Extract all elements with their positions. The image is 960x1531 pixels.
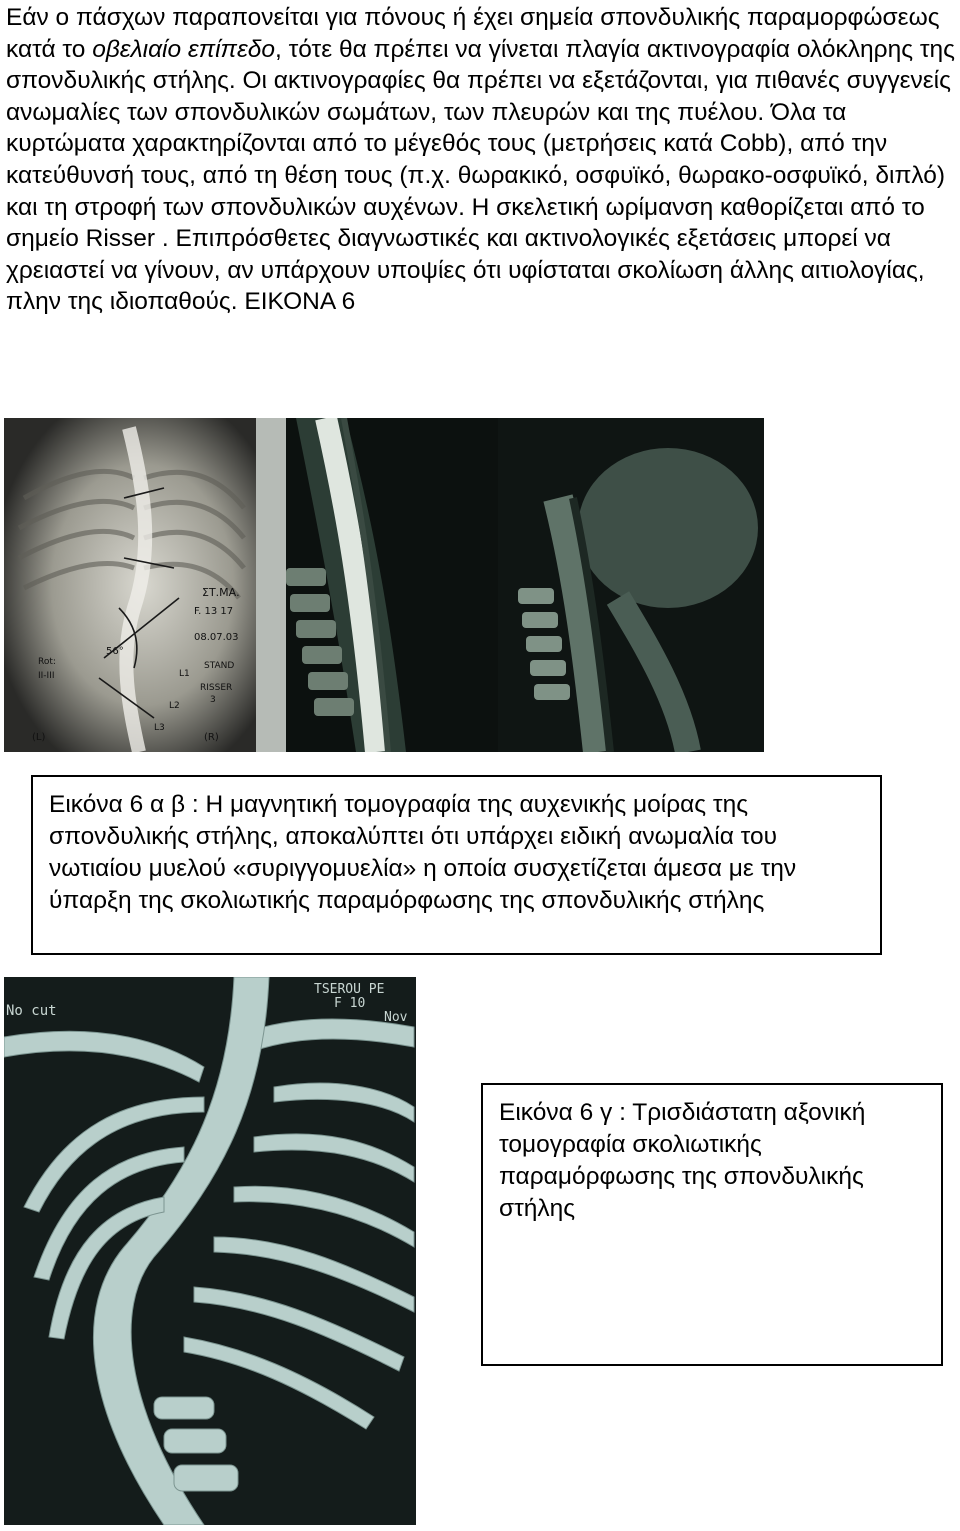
body-paragraph (6, 2, 956, 318)
xray-label-5: RISSER (200, 683, 233, 693)
xray-label-11: (R) (204, 732, 219, 743)
figure-6c-caption: Εικόνα 6 γ : Τρισδιάστατη αξονική τομογραφία σκολιωτικής παραμόρφωσης της σπονδυλικής στήλης (481, 1083, 943, 1366)
ct-label-date: Nov (384, 1010, 408, 1025)
xray-label-7: Rot: (38, 657, 56, 667)
xray-label-12: L3 (154, 723, 165, 733)
paragraph-text-part2: , τότε θα πρέπει να γίνεται πλαγία ακτινογραφία ολόκληρης της σπονδυλικής στήλης. Οι ακτινογραφίες θα πρέπει να εξετάζονται, για πιθανές συγγενείς ανωμαλίες των σπονδυλικών σωμάτων, των πλευρών και της πυέλου. Όλα τα κυρτώματα χαρακτηρίζονται από το μέγεθός τους (μετρήσεις κατά Cobb), από την κατεύθυνσή τους, από τη θέση τους (π.χ. θωρακικό, οσφυϊκό, θωρακο-οσφυϊκό, διπλό) και τη στροφή των σπονδυλικών αυχένων. Η σκελετική ωρίμανση καθορίζεται από το σημείο Risser . Επιπρόσθετες διαγνωστικές και ακτινολογικές εξετάσεις μπορεί να χρειαστεί να γίνουν, αν υπάρχουν υποψίες ότι υφίσταται σκολίωση άλλης αιτιολογίας, πλην της ιδιοπαθούς. ΕΙΚΟΝΑ 6 (6, 35, 955, 316)
xray-label-1: ΣΤ.ΜΑ. (202, 586, 240, 599)
xray-label-2: F. 13 17 (194, 606, 234, 617)
ct-label-patient: TSEROU PE (314, 982, 385, 997)
mri-sagittal-image-2 (498, 418, 764, 752)
paragraph-text-part1: Εάν ο πάσχων παραπονείται για πόνους ή έχει σημεία σπονδυλικής παραμορφώσεως κατά το (6, 4, 940, 63)
figure-6ab-caption: Εικόνα 6 α β : Η μαγνητική τομογραφία της αυχενικής μοίρας της σπονδυλικής στήλης, αποκαλύπτει ότι υπάρχει ειδική ανωμαλία του νωτιαίου μυελού «συριγγομυελία» η οποία συσχετίζεται άμεσα με την ύπαρξη της σκολιωτικής παραμόρφωσης της σπονδυλικής στήλης (31, 775, 882, 955)
xray-label-14: L1 (179, 669, 190, 679)
paragraph-italic-term: οβελιαίο επίπεδο (92, 35, 275, 63)
xray-label-3: 08.07.03 (194, 632, 239, 643)
ct-label-top-left: No cut (6, 1003, 57, 1019)
spine-xray-image (4, 418, 256, 752)
mri-sagittal-image-1 (256, 418, 498, 752)
xray-label-4: STAND (204, 661, 235, 671)
xray-label-6: 3 (210, 695, 216, 705)
ct-3d-reconstruction-image (4, 977, 416, 1525)
xray-label-13: L2 (169, 701, 180, 711)
xray-label-9: 56° (106, 646, 124, 657)
ct-label-sex-age: F 10 (334, 996, 366, 1011)
xray-label-8: II-III (38, 671, 55, 681)
xray-label-10: (L) (32, 732, 46, 743)
